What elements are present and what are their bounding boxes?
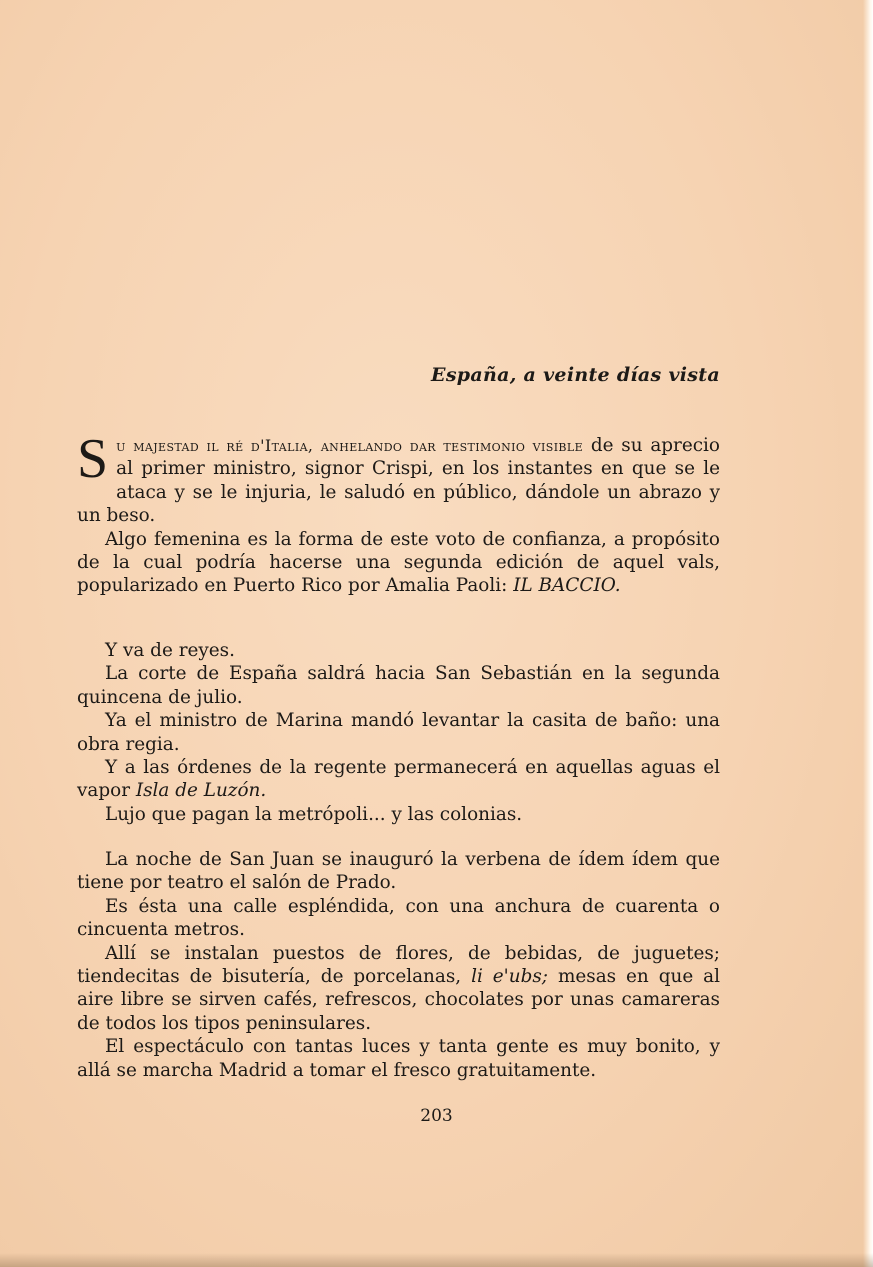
opening-small-caps: u majestad il ré d'Italia, anhelando dar testimonio visible [116,436,584,455]
paragraph: El espectáculo con tantas luces y tanta gente es muy bonito, y allá se marcha Madrid a tomar el fresco gratuitamente. [77,1036,720,1081]
chapter-heading: España, a veinte días vista [431,364,720,386]
page-edge [863,0,873,1267]
page-bottom-shadow [0,1253,873,1267]
italic-phrase: li e'ubs; [471,966,548,988]
paragraph: La corte de España saldrá hacia San Sebastián en la segunda quincena de julio. [77,663,720,708]
page-number: 203 [420,1106,453,1126]
paragraph-2-text: Algo femenina es la forma de este voto de confianza, a propósito de la cual podría hacerse una segunda edición de aquel vals, popularizado en Puerto Rico por Amalia Paoli: [77,528,720,597]
paragraph-1 [77,428,720,528]
song-title: IL BACCIO. [513,575,621,597]
ship-name: Isla de Luzón. [135,780,267,802]
paragraph [77,756,720,803]
section-2 [77,639,720,826]
section-1 [77,428,720,598]
paragraph-2 [77,528,720,598]
paragraph-1-text: de su aprecio al primer ministro, signor Crispi, en los instantes en que se le ataca y se le injuria, le saludó en público, dándole un abrazo y un beso. [77,435,720,527]
paragraph [77,942,720,1036]
paragraph: La noche de San Juan se inauguró la verbena de ídem ídem que tiene por teatro el salón de Prado. [77,849,720,894]
paragraph-text: Allí se instalan puestos de flores, de bebidas, de juguetes; tiendecitas de bisutería, de porcelanas, [77,942,720,988]
section-3 [77,848,720,1082]
paragraph: Ya el ministro de Marina mandó levantar la casita de baño: una obra regia. [77,710,720,755]
paragraph-text: mesas en que al aire libre se sirven cafés, refrescos, chocolates por unas camareras de todos los tipos peninsulares. [77,966,720,1034]
paragraph-text: Y a las órdenes de la regente permanecerá en aquellas aguas el vapor [77,757,720,802]
drop-cap: S [77,428,109,490]
paragraph: Y va de reyes. [105,640,235,661]
paragraph: Lujo que pagan la metrópoli... y las colonias. [105,803,523,825]
paragraph: Es ésta una calle espléndida, con una anchura de cuarenta o cincuenta metros. [77,895,720,941]
